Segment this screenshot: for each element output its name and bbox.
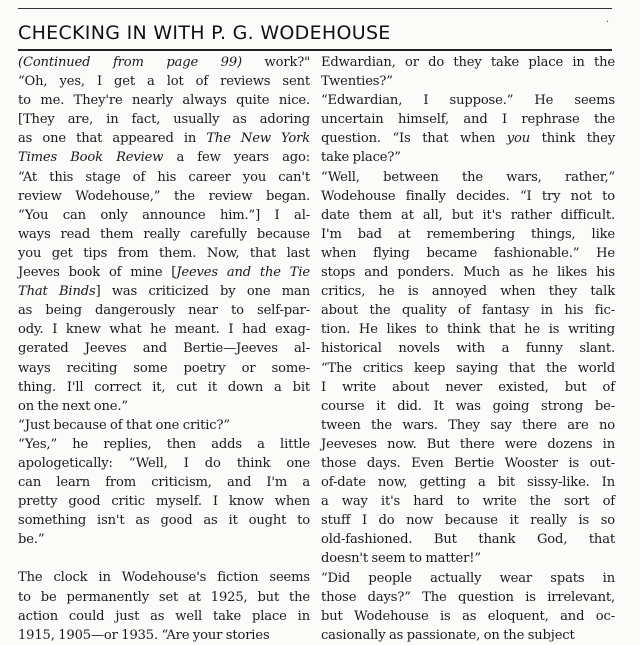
right-column-line: those days?” The question is irrelevant,: [321, 589, 615, 605]
right-column-line: but Wodehouse is as eloquent, and oc-: [321, 608, 615, 624]
right-column-line: tion. He likes to think that he is writing: [321, 322, 615, 338]
left-column-line: “You can only announce him.”] I al-: [18, 207, 310, 223]
right-column-line: uncertain himself, and I rephrase the: [321, 112, 615, 128]
italic-span: (Continued from page 99): [18, 55, 242, 70]
right-column-line: “The critics keep saying that the world: [321, 360, 615, 376]
left-column-line: to me. They're nearly always quite nice.: [18, 93, 310, 109]
left-column-line: [They are, in fact, usually as adoring: [18, 112, 310, 128]
right-column-line: Jeeveses now. But there were dozens in: [321, 436, 615, 452]
right-column-line: doesn't seem to matter!”: [321, 551, 481, 567]
right-column-line: course it did. It was going strong be-: [321, 398, 615, 414]
right-column: [321, 53, 615, 645]
right-column-line: casionally as passionate, on the subject: [321, 627, 575, 643]
left-column-line: “Oh, yes, I get a lot of reviews sent: [18, 74, 310, 90]
left-column-line: pretty good critic myself. I know when: [18, 494, 310, 510]
right-column-line: take place?”: [321, 150, 401, 166]
italic-span: Times Book Review: [18, 150, 164, 166]
italic-span: you: [506, 131, 531, 147]
left-column-line: be.”: [18, 532, 45, 548]
right-column-line: stops and ponders. Much as he likes his: [321, 265, 615, 281]
right-column-line: I write about never existed, but of: [321, 379, 615, 395]
left-column-line: on the next one.”: [18, 398, 128, 414]
left-column: [18, 53, 310, 645]
right-column-line: Edwardian, or do they take place in the: [321, 55, 615, 70]
left-column-line: to be permanently set at 1925, but the: [18, 589, 310, 605]
left-column-line: Times Book Review a few years ago:: [18, 150, 310, 166]
left-column-line: as one that appeared in The New York: [18, 131, 311, 147]
article-headline: CHECKING IN WITH P. G. WODEHOUSE: [18, 22, 391, 44]
left-column-line: gerated Jeeves and Bertie—Jeeves al-: [18, 341, 310, 357]
left-column-line: ody. I knew what he meant. I had exag-: [18, 322, 310, 338]
left-column-line: 1915, 1905—or 1935. “Are your stories: [18, 627, 270, 643]
left-column-line: Jeeves book of mine [Jeeves and the Tie: [18, 265, 310, 281]
right-column-line: I'm bad at remembering things, like: [321, 226, 615, 242]
right-column-line: date them at all, but it's rather difficult.: [321, 207, 615, 223]
left-column-line: ways read them really carefully because: [18, 226, 310, 242]
page-corner-mark: .: [606, 14, 610, 25]
right-column-line: historical novels with a funny slant.: [321, 341, 615, 357]
right-column-line: Wodehouse finally decides. “I try not to: [321, 188, 615, 204]
right-column-line: tween the wars. They say there are no: [321, 417, 615, 433]
left-column-line: apologetically: “Well, I do think one: [18, 455, 310, 471]
right-column-line: old-fashioned. But thank God, that: [321, 532, 615, 548]
right-column-line: “Did people actually wear spats in: [321, 570, 615, 586]
italic-span: That Binds: [18, 284, 96, 300]
italic-span: Jeeves and the Tie: [176, 265, 310, 281]
left-column-line: something isn't as good as it ought to: [18, 513, 310, 529]
right-column-line: stuff I do now because it really is so: [321, 513, 615, 529]
left-column-line: “Just because of that one critic?”: [18, 417, 230, 433]
right-column-line: those days. Even Bertie Wooster is out-: [321, 455, 615, 471]
right-column-line: of-date now, getting a bit sissy-like. In: [321, 475, 615, 491]
left-column-line: “At this stage of his career you can't: [18, 169, 310, 185]
right-column-line: about the quality of fantasy in his fic-: [321, 303, 615, 319]
left-column-line: That Binds] was criticized by one man: [18, 284, 310, 300]
left-column-line: you get tips from them. Now, that last: [18, 245, 310, 261]
left-column-line: review Wodehouse,” the review began.: [18, 188, 310, 204]
left-column-line: can learn from criticism, and I'm a: [18, 475, 310, 491]
left-column-line: ways reciting some poetry or some-: [18, 360, 310, 376]
left-column-line: “Yes,” he replies, then adds a little: [18, 436, 310, 452]
top-rule: [18, 8, 612, 9]
left-column-line: as being dangerously near to self-par-: [18, 303, 310, 319]
right-column-line: a way it's hard to write the sort of: [321, 494, 615, 510]
left-column-line: The clock in Wodehouse's fiction seems: [18, 570, 310, 586]
left-column-line: thing. I'll correct it, cut it down a bit: [18, 379, 310, 395]
right-column-line: question. “Is that when you think they: [321, 131, 616, 147]
right-column-line: “Edwardian, I suppose.” He seems: [321, 93, 615, 109]
left-column-line: (Continued from page 99) work?": [18, 55, 310, 70]
right-column-line: “Well, between the wars, rather,”: [321, 169, 615, 185]
italic-span: The New York: [206, 131, 311, 147]
headline-rule: [18, 49, 612, 51]
right-column-line: Twenties?”: [321, 74, 393, 90]
right-column-line: when flying became fashionable.” He: [321, 245, 615, 261]
right-column-line: critics, he is annoyed when they talk: [321, 284, 615, 300]
left-column-line: action could just as well take place in: [18, 608, 310, 624]
